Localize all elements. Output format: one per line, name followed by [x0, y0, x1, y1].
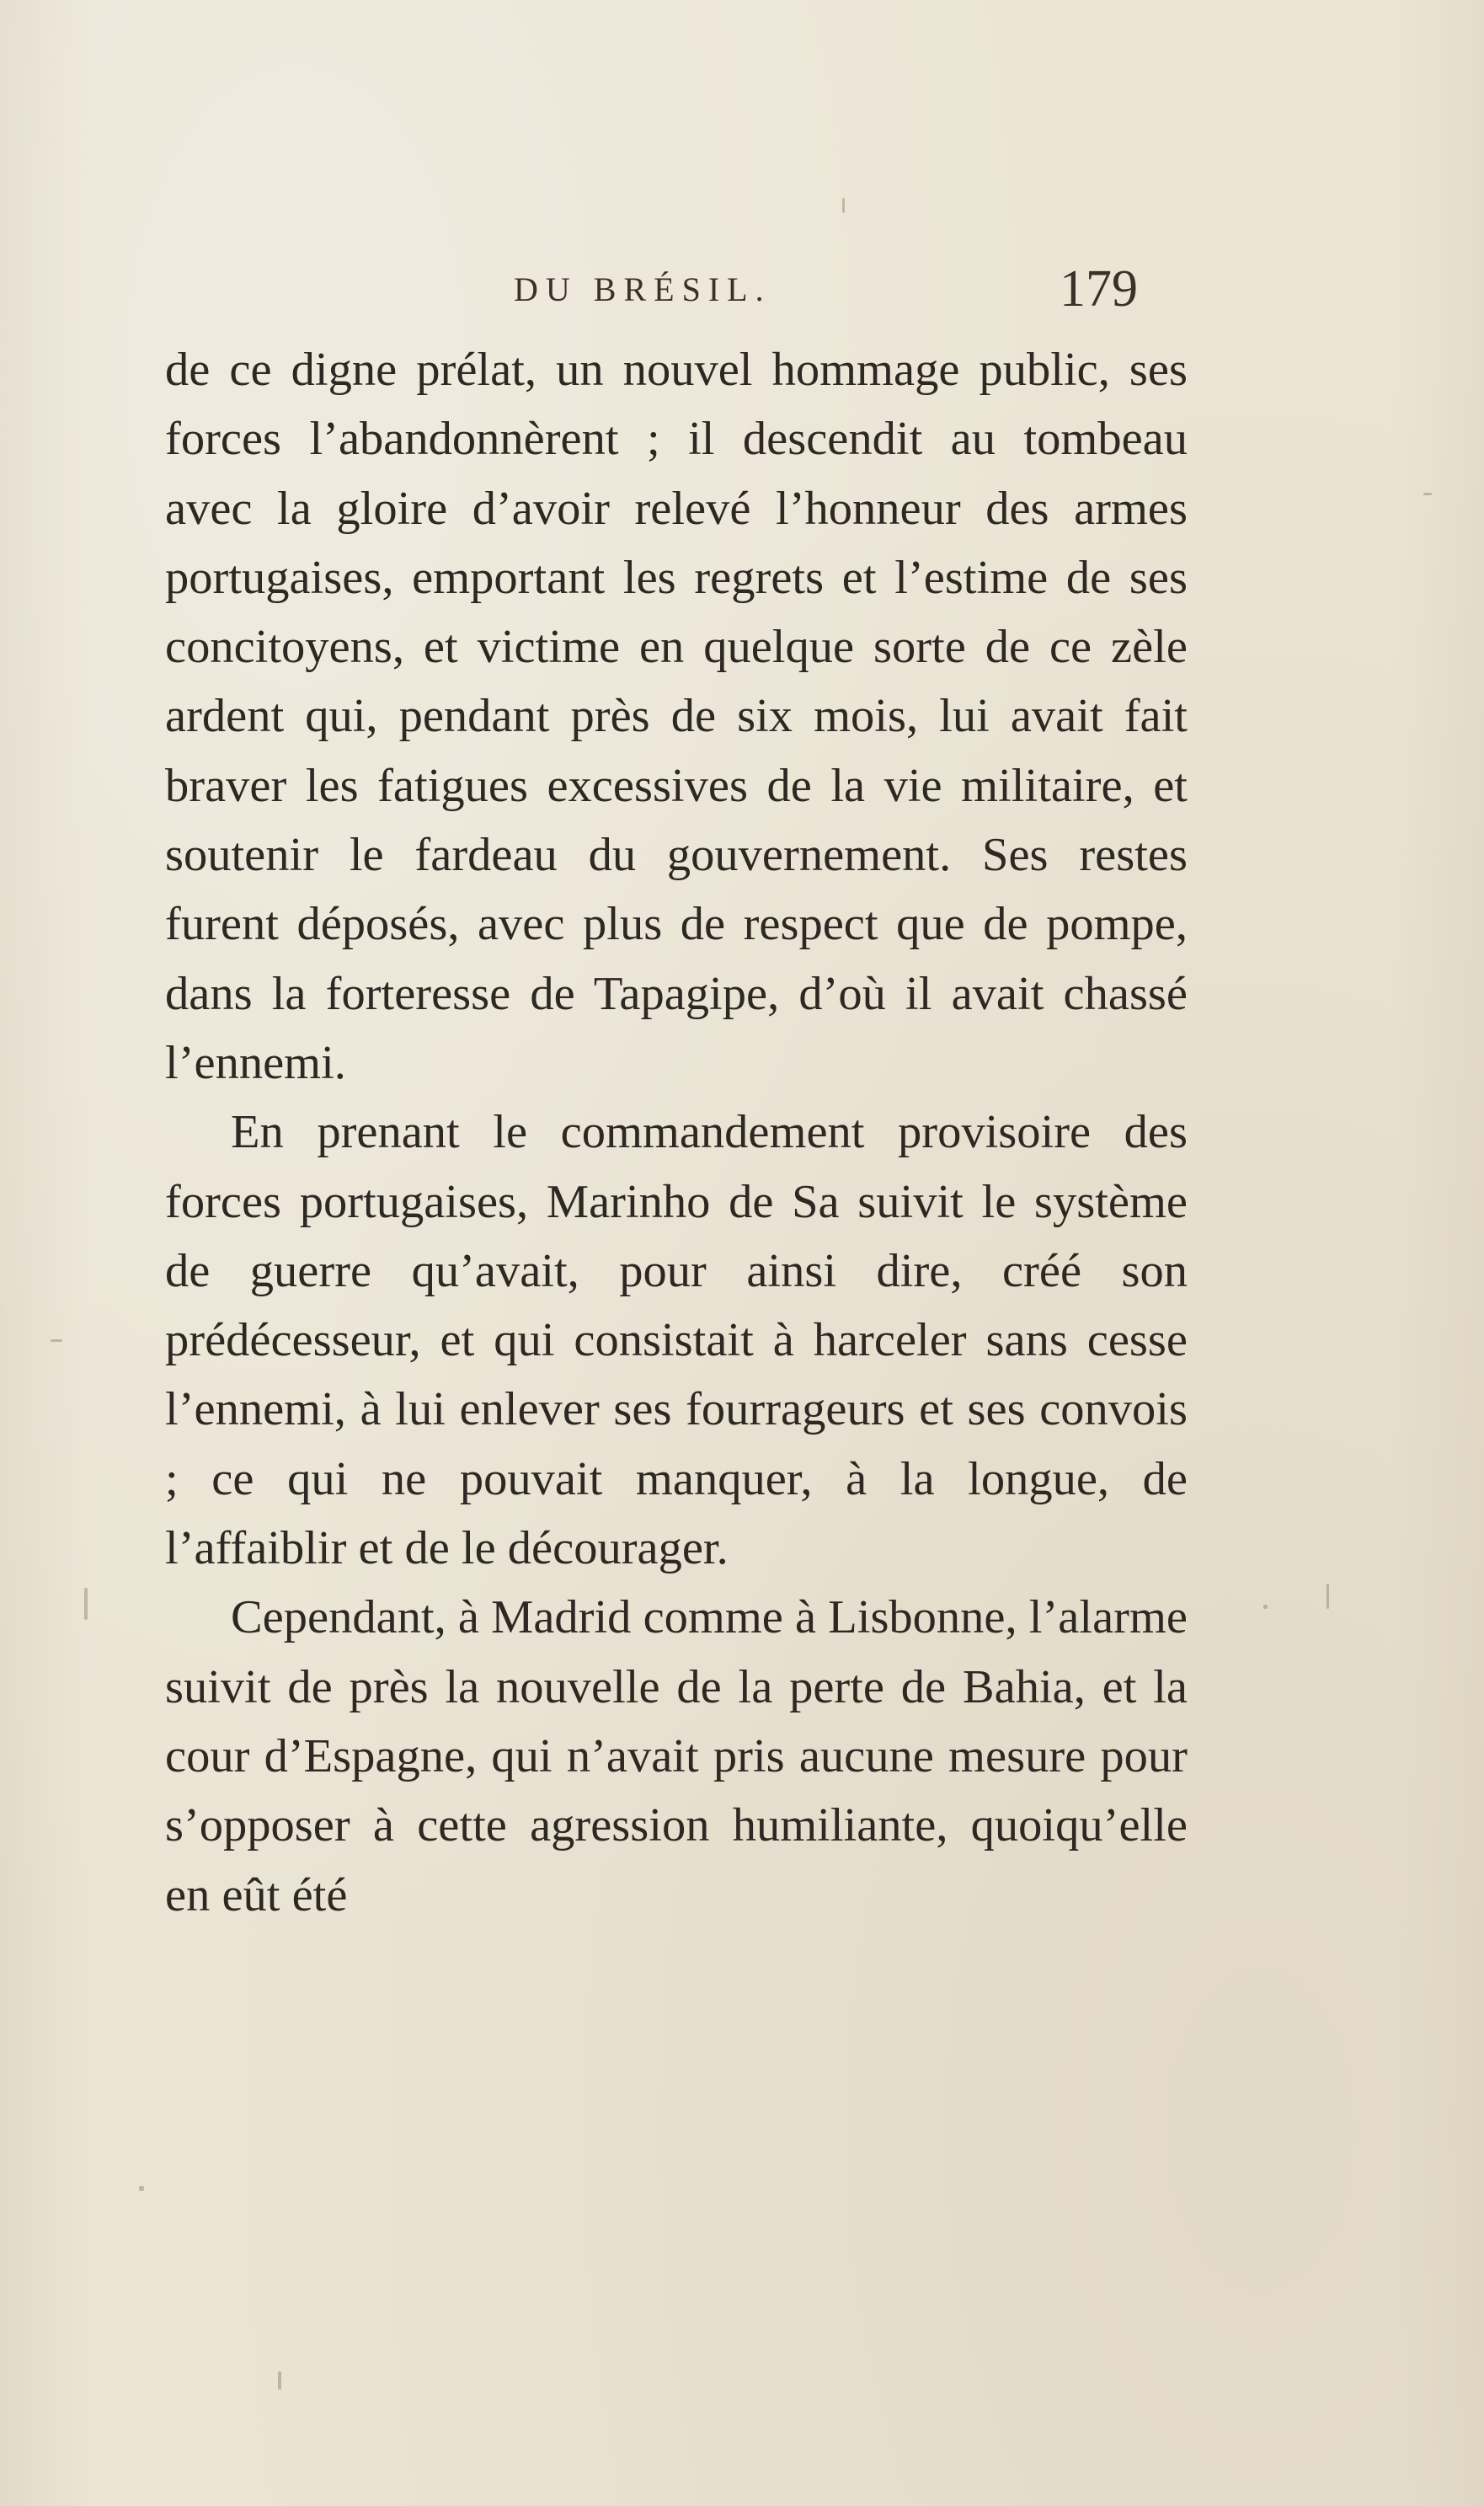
- paragraph: En prenant le commandement provisoire des forces portugaises, Marinho de Sa suivit le système de guerre qu’avait, pour ainsi dire, créé son prédécesseur, et qui consistait à harceler sans cesse l’ennemi, à lui enlever ses fourrageurs et ses convois ; ce qui ne pouvait manquer, à la longue, de l’affaiblir et de le décourager.: [165, 1106, 1188, 1575]
- paper-speck: [842, 198, 845, 213]
- paper-speck: [51, 1339, 62, 1342]
- page-header: [168, 259, 1179, 327]
- body-text: [165, 335, 1188, 1930]
- paper-speck: [1327, 1584, 1329, 1609]
- paragraph: Cependant, à Madrid comme à Lisbonne, l’alarme suivit de près la nouvelle de la perte de Bahia, et la cour d’Espagne, qui n’avait pris aucune mesure pour s’opposer à cette agression humiliante, quoiqu’elle en eût été: [165, 1591, 1188, 1921]
- paper-speck: [139, 2186, 144, 2191]
- paper-speck: [1263, 1605, 1268, 1609]
- running-title: DU BRÉSIL.: [514, 270, 771, 308]
- paragraph: de ce digne prélat, un nouvel hommage public, ses forces l’abandonnèrent ; il descendit au tombeau avec la gloire d’avoir relevé l’honneur des armes portugaises, emportant les regrets et l’estime de ses concitoyens, et victime en quelque sorte de ce zèle ardent qui, pendant près de six mois, lui avait fait braver les fatigues excessives de la vie militaire, et soutenir le fardeau du gouvernement. Ses restes furent déposés, avec plus de respect que de pompe, dans la forteresse de Tapagipe, d’où il avait chassé l’ennemi.: [165, 344, 1188, 1089]
- paper-speck: [278, 2371, 281, 2390]
- paper-speck: [84, 1588, 88, 1620]
- paper-speck: [1423, 493, 1432, 495]
- page-number: 179: [1060, 260, 1138, 318]
